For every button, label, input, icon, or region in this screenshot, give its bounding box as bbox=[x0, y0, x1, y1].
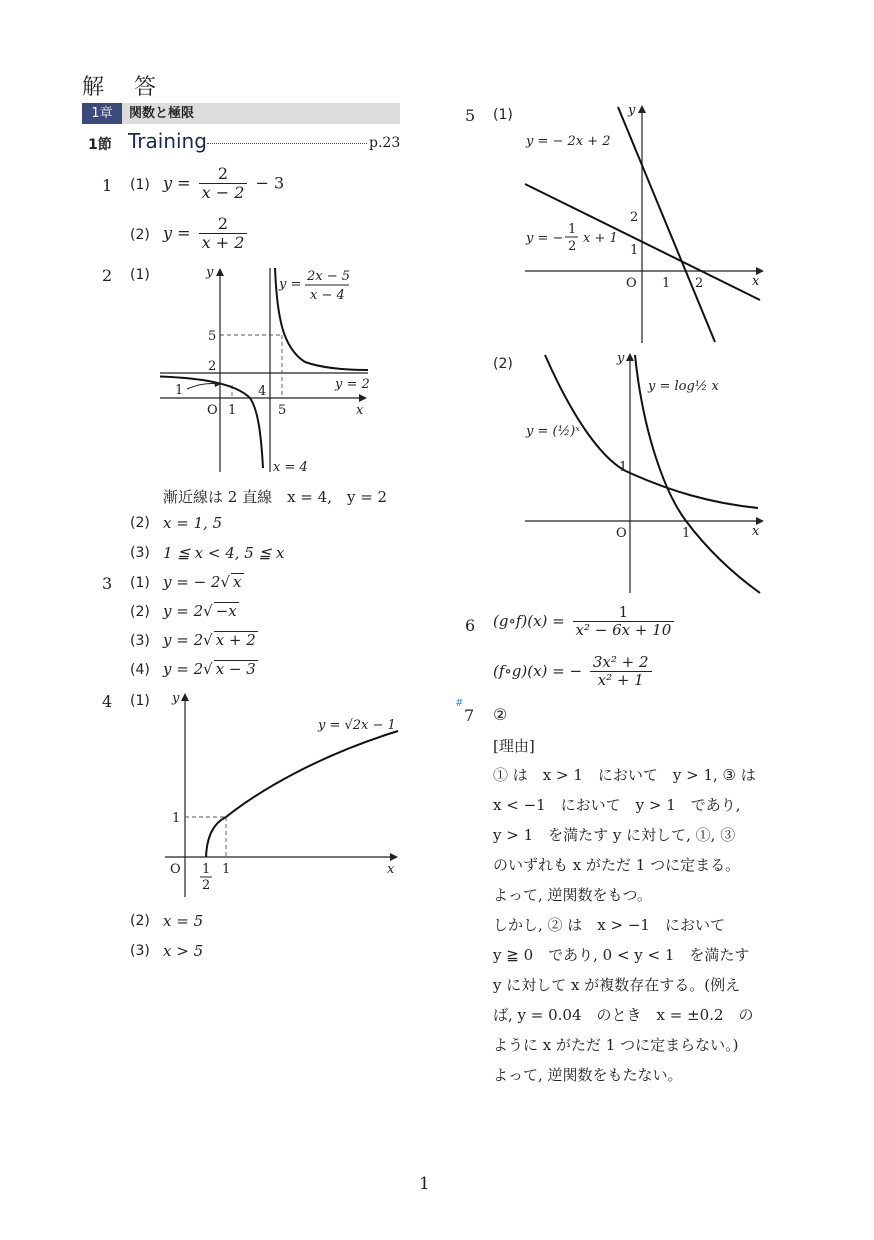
q3-p4-rad: x − 3 bbox=[215, 660, 256, 678]
q1-p1-label: (1) bbox=[130, 177, 150, 193]
q3-number: 3 bbox=[102, 574, 113, 593]
q4-p2-label: (2) bbox=[130, 913, 150, 929]
q4-p1-label: (1) bbox=[130, 693, 150, 709]
q2-number: 2 bbox=[102, 266, 113, 285]
q4-p2-answer: x = 5 bbox=[163, 912, 204, 930]
q4-tick-1: 1 bbox=[222, 862, 231, 877]
section-number: 1節 bbox=[88, 137, 112, 153]
q4-p3-label: (3) bbox=[130, 943, 150, 959]
q5g2-origin: O bbox=[616, 526, 627, 541]
q2-graph bbox=[155, 258, 385, 476]
q2-p2-label: (2) bbox=[130, 515, 150, 531]
q1-p2-label: (2) bbox=[130, 227, 150, 243]
q6-line2 bbox=[493, 654, 655, 690]
q2-curve-den: x − 4 bbox=[310, 288, 345, 303]
q5g2-log-label: y = log½ x bbox=[648, 379, 719, 394]
q2-origin: O bbox=[207, 403, 218, 418]
q1-p1-num: 2 bbox=[199, 165, 248, 184]
q2-curve-lhs: y = bbox=[279, 277, 302, 292]
q4-tick-half-den: 2 bbox=[202, 878, 211, 893]
q1-number: 1 bbox=[102, 176, 113, 195]
q2-p2-answer: x = 1, 5 bbox=[163, 514, 223, 532]
q4-curve-label: y = √2x − 1 bbox=[318, 718, 396, 733]
q5g1-line1-label: y = − 2x + 2 bbox=[526, 134, 611, 149]
q5-p1-label: (1) bbox=[493, 107, 513, 123]
q3-p4-pre: y = 2 bbox=[163, 660, 204, 678]
q1-p2-den: x + 2 bbox=[201, 233, 245, 253]
q5g1-line2-tail: x + 1 bbox=[583, 231, 618, 246]
q6-l2-num: 3x² + 2 bbox=[590, 654, 652, 672]
q4-y-label: y bbox=[172, 691, 180, 706]
page-title: 解 答 bbox=[82, 75, 161, 100]
q4-tick-y1: 1 bbox=[172, 811, 181, 826]
q6-l2-lhs: (f∘g)(x) = − bbox=[493, 661, 583, 680]
q3-p1-pre: y = − 2 bbox=[163, 573, 221, 591]
q2-tick-y5: 5 bbox=[208, 329, 217, 344]
q3-p2-pre: y = 2 bbox=[163, 602, 204, 620]
q2-x-label: x bbox=[356, 403, 364, 418]
q3-p3-answer: y = 2√ x + 2 bbox=[163, 631, 256, 649]
q4-tick-half-num: 1 bbox=[202, 862, 211, 877]
q2-tick-4: 4 bbox=[258, 384, 267, 399]
q4-origin: O bbox=[170, 862, 181, 877]
section-leader bbox=[207, 143, 367, 144]
q1-p1-tail: − 3 bbox=[255, 173, 285, 193]
q2-arrow-label: 1 bbox=[175, 383, 184, 398]
q3-p2-rad: −x bbox=[215, 602, 237, 620]
q3-p3-pre: y = 2 bbox=[163, 631, 204, 649]
q5g1-line2-den: 2 bbox=[568, 239, 577, 254]
q3-p2-label: (2) bbox=[130, 604, 150, 620]
q5g1-tick-1: 1 bbox=[662, 276, 671, 291]
q7-reason-line: y > 1 を満たす y に対して, ①, ③ bbox=[493, 826, 736, 844]
q2-tick-y2: 2 bbox=[208, 359, 217, 374]
q5g2-exp-label: y = (½)ˣ bbox=[526, 424, 580, 439]
q3-p3-label: (3) bbox=[130, 633, 150, 649]
q7-reason-line: のいずれも x がただ 1 つに定まる。 bbox=[493, 856, 741, 874]
q4-x-label: x bbox=[387, 862, 395, 877]
q5g1-tick-y1: 1 bbox=[630, 243, 639, 258]
q5g1-y-label: y bbox=[628, 103, 636, 118]
chapter-number: 1章 bbox=[82, 103, 122, 124]
q5g1-tick-2: 2 bbox=[695, 276, 704, 291]
section-title: Training bbox=[128, 129, 207, 153]
q5-graph1 bbox=[520, 95, 770, 345]
q6-l2-den: x² + 1 bbox=[597, 671, 644, 690]
q1-p1-answer bbox=[163, 165, 284, 203]
q7-reason-line: ば, y = 0.04 のとき x = ±0.2 の bbox=[493, 1006, 754, 1024]
q2-tick-1: 1 bbox=[228, 403, 237, 418]
q5g2-x-label: x bbox=[752, 524, 760, 539]
q7-reason-line: ように x がただ 1 つに定まらない。) bbox=[493, 1036, 739, 1054]
q2-asym-v: x = 4 bbox=[273, 460, 308, 475]
q5g1-line2-lhs: y = − bbox=[526, 231, 564, 246]
q2-y-label: y bbox=[206, 265, 214, 280]
q5g2-tick-1: 1 bbox=[682, 526, 691, 541]
q7-reason-line: y に対して x が複数存在する。(例え bbox=[493, 976, 741, 994]
q5-graph2 bbox=[520, 343, 770, 595]
q1-p2-num: 2 bbox=[199, 215, 248, 234]
q7-reason bbox=[493, 760, 783, 1090]
page-reference: p.23 bbox=[369, 135, 401, 151]
q5g1-line2-num: 1 bbox=[568, 222, 577, 237]
q7-mark: # bbox=[455, 698, 464, 709]
q7-reason-line: よって, 逆関数をもつ。 bbox=[493, 886, 652, 904]
q2-curve-num: 2x − 5 bbox=[307, 269, 351, 284]
chapter-bar bbox=[82, 103, 400, 124]
q1-p1-lhs: y = bbox=[163, 173, 191, 193]
q3-p1-label: (1) bbox=[130, 575, 150, 591]
q3-p1-rad: x bbox=[233, 573, 242, 591]
q7-reason-line: しかし, ② は x > −1 において bbox=[493, 916, 725, 934]
q2-p3-answer: 1 ≦ x < 4, 5 ≦ x bbox=[163, 544, 285, 562]
q7-reason-line: x < −1 において y > 1 であり, bbox=[493, 796, 741, 814]
q4-number: 4 bbox=[102, 692, 113, 711]
q3-p1-answer: y = − 2√ x bbox=[163, 573, 242, 591]
q3-p3-rad: x + 2 bbox=[215, 631, 256, 649]
chapter-title: 関数と極限 bbox=[129, 106, 195, 121]
q7-answer: ② bbox=[493, 705, 508, 724]
q5-p2-label: (2) bbox=[493, 356, 513, 372]
q1-p1-den: x − 2 bbox=[201, 183, 245, 203]
q3-p4-answer: y = 2√ x − 3 bbox=[163, 660, 256, 678]
q5g1-tick-y2: 2 bbox=[630, 210, 639, 225]
page-number: 1 bbox=[419, 1174, 430, 1194]
q3-p2-answer: y = 2√ −x bbox=[163, 602, 237, 620]
q2-p1-label: (1) bbox=[130, 267, 150, 283]
q7-reason-line: よって, 逆関数をもたない。 bbox=[493, 1066, 683, 1084]
q7-reason-line: y ≧ 0 であり, 0 < y < 1 を満たす bbox=[493, 946, 750, 964]
q3-p4-label: (4) bbox=[130, 662, 150, 678]
q6-l1-lhs: (g∘f)(x) = bbox=[493, 611, 565, 630]
q7-number: 7 bbox=[464, 706, 475, 725]
q6-l1-num: 1 bbox=[573, 604, 675, 622]
q1-p2-lhs: y = bbox=[163, 223, 191, 243]
q6-number: 6 bbox=[465, 616, 476, 635]
q2-asymptote-text: 漸近線は 2 直線 x = 4, y = 2 bbox=[163, 488, 388, 506]
q6-l1-den: x² − 6x + 10 bbox=[575, 621, 672, 640]
q7-reason-line: ① は x > 1 において y > 1, ③ は bbox=[493, 766, 756, 784]
q4-graph bbox=[160, 685, 405, 900]
q2-tick-5: 5 bbox=[278, 403, 287, 418]
q6-line1 bbox=[493, 604, 677, 640]
q5g1-x-label: x bbox=[752, 274, 760, 289]
q2-p3-label: (3) bbox=[130, 545, 150, 561]
q5-number: 5 bbox=[465, 106, 476, 125]
q7-reason-head: [理由] bbox=[493, 737, 535, 755]
q1-p2-answer bbox=[163, 215, 250, 253]
q5g2-tick-y1: 1 bbox=[619, 460, 628, 475]
q4-p3-answer: x > 5 bbox=[163, 942, 204, 960]
q2-asym-h: y = 2 bbox=[335, 377, 370, 392]
q5g2-y-label: y bbox=[617, 351, 625, 366]
q5g1-origin: O bbox=[626, 276, 637, 291]
